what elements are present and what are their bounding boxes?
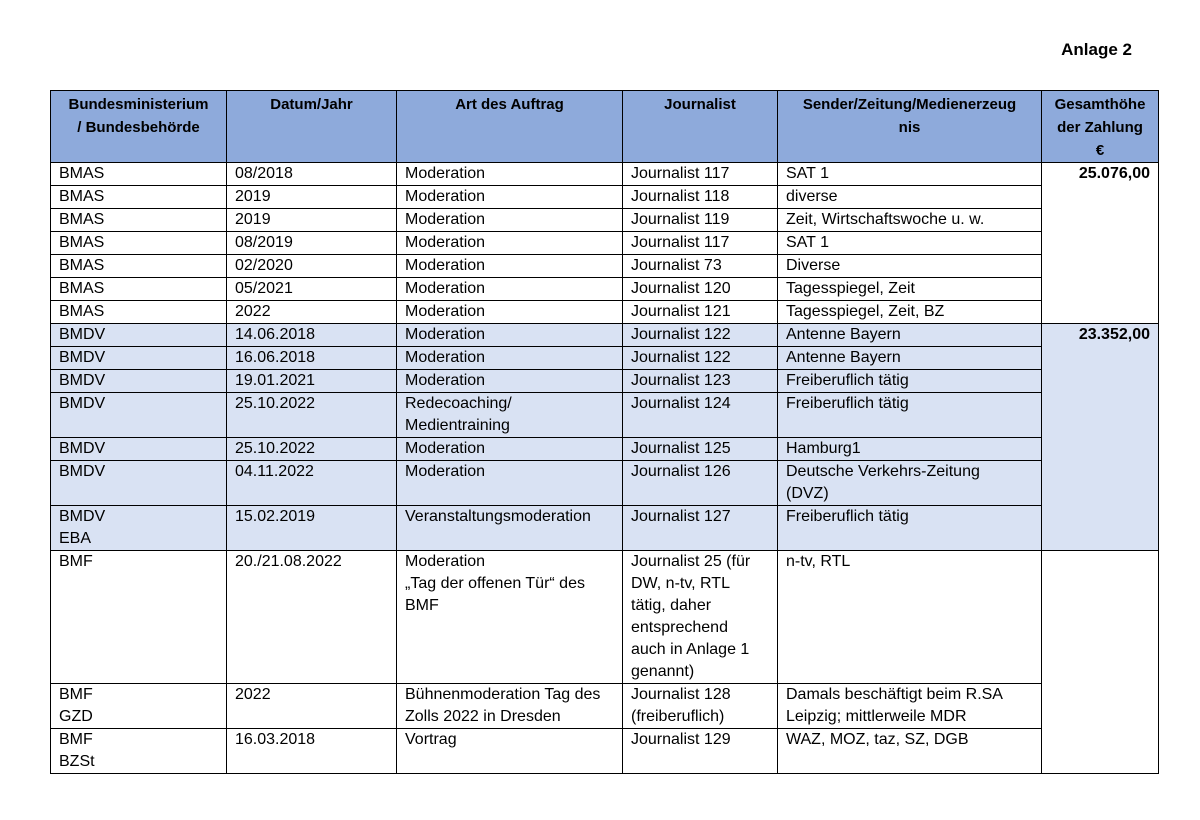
cell-date: 25.10.2022 [227,438,397,461]
cell-journalist-line: Journalist 25 (für [631,553,751,570]
cell-ministry [51,163,227,186]
cell-outlet [778,438,1042,461]
payments-table [50,90,1159,774]
cell-journalist-line: Journalist 117 [631,234,730,251]
cell-outlet-line: Damals beschäftigt beim R.SA [786,686,1003,703]
cell-type [397,506,623,551]
cell-ministry-line: BMDV [59,395,106,412]
cell-journalist-line: (freiberuflich) [631,708,725,725]
cell-ministry-line: BMDV [59,326,106,343]
cell-outlet-line: Antenne Bayern [786,326,901,343]
cell-ministry-line: BMAS [59,234,105,251]
cell-journalist-line: Journalist 117 [631,165,730,182]
cell-journalist-line: Journalist 125 [631,440,731,457]
cell-outlet [778,551,1042,684]
cell-ministry-line: BMAS [59,257,105,274]
cell-ministry-line: BZSt [59,753,95,770]
table-row [51,461,1159,506]
cell-type [397,551,623,684]
cell-type-line: Moderation [405,349,486,366]
cell-ministry [51,255,227,278]
group-total: 23.352,00 [1042,324,1159,551]
cell-journalist [623,684,778,729]
table-row [51,163,1159,186]
cell-journalist [623,506,778,551]
cell-type-line: Moderation [405,234,486,251]
cell-type-line: „Tag der offenen Tür“ des [405,575,585,592]
cell-outlet-line: n-tv, RTL [786,553,851,570]
cell-outlet-line: Tagesspiegel, Zeit, BZ [786,303,945,320]
cell-journalist [623,255,778,278]
cell-outlet [778,209,1042,232]
cell-ministry [51,461,227,506]
cell-ministry-line: BMAS [59,211,105,228]
cell-type [397,370,623,393]
cell-outlet [778,347,1042,370]
cell-journalist-line: Journalist 124 [631,395,731,412]
header-outlet: Sender/Zeitung/Medienerzeug nis [778,91,1042,163]
cell-ministry-line: BMAS [59,165,105,182]
cell-outlet-line: Diverse [786,257,841,274]
cell-date: 25.10.2022 [227,393,397,438]
cell-type-line: Medientraining [405,417,510,434]
cell-ministry-line: BMDV [59,508,106,525]
cell-journalist [623,729,778,774]
group-total [1042,551,1159,774]
cell-journalist-line: entsprechend [631,619,728,636]
cell-ministry-line: GZD [59,708,93,725]
cell-outlet [778,163,1042,186]
table-row [51,370,1159,393]
cell-date: 16.06.2018 [227,347,397,370]
cell-ministry-line: BMAS [59,303,105,320]
cell-date: 2022 [227,684,397,729]
cell-journalist-line: genannt) [631,663,695,680]
table-row [51,255,1159,278]
cell-journalist [623,347,778,370]
cell-journalist [623,163,778,186]
cell-journalist [623,370,778,393]
table-row [51,506,1159,551]
header-type: Art des Auftrag [397,91,623,163]
cell-ministry-line: BMDV [59,349,106,366]
cell-type-line: Moderation [405,326,486,343]
cell-ministry-line: BMF [59,731,93,748]
cell-journalist-line: Journalist 123 [631,372,731,389]
cell-journalist-line: DW, n-tv, RTL [631,575,730,592]
cell-type [397,347,623,370]
cell-outlet-line: Freiberuflich tätig [786,508,909,525]
cell-outlet [778,393,1042,438]
cell-type-line: Moderation [405,440,486,457]
cell-ministry [51,278,227,301]
cell-journalist [623,232,778,255]
cell-journalist-line: tätig, daher [631,597,712,614]
cell-type [397,393,623,438]
cell-journalist [623,209,778,232]
cell-type-line: Moderation [405,372,486,389]
cell-outlet [778,506,1042,551]
cell-date: 02/2020 [227,255,397,278]
table-row [51,209,1159,232]
cell-date: 14.06.2018 [227,324,397,347]
cell-type [397,232,623,255]
cell-outlet [778,684,1042,729]
cell-outlet [778,278,1042,301]
table-row [51,551,1159,684]
cell-date: 08/2018 [227,163,397,186]
cell-ministry [51,186,227,209]
table-row [51,347,1159,370]
cell-type [397,301,623,324]
cell-ministry [51,347,227,370]
cell-type-line: Moderation [405,257,486,274]
table-row [51,278,1159,301]
cell-journalist [623,278,778,301]
cell-ministry-line: BMDV [59,372,106,389]
cell-type-line: Moderation [405,303,486,320]
cell-outlet [778,232,1042,255]
cell-date: 04.11.2022 [227,461,397,506]
cell-journalist-line: Journalist 120 [631,280,731,297]
table-row [51,186,1159,209]
cell-journalist [623,438,778,461]
cell-type-line: Moderation [405,553,486,570]
table-row [51,393,1159,438]
cell-outlet-line: Zeit, Wirtschaftswoche u. w. [786,211,985,228]
cell-type [397,209,623,232]
cell-outlet [778,186,1042,209]
table-row [51,301,1159,324]
cell-ministry [51,301,227,324]
cell-type-line: Moderation [405,211,486,228]
cell-type [397,278,623,301]
cell-outlet [778,255,1042,278]
cell-outlet-line: Freiberuflich tätig [786,395,909,412]
cell-type-line: BMF [405,597,439,614]
cell-journalist [623,301,778,324]
cell-date: 16.03.2018 [227,729,397,774]
cell-ministry [51,506,227,551]
cell-type [397,163,623,186]
table-row [51,729,1159,774]
cell-outlet [778,324,1042,347]
cell-outlet-line: Leipzig; mittlerweile MDR [786,708,967,725]
cell-type [397,255,623,278]
cell-ministry-line: BMF [59,686,93,703]
cell-outlet [778,729,1042,774]
header-date: Datum/Jahr [227,91,397,163]
cell-ministry [51,209,227,232]
cell-type-line: Redecoaching/ [405,395,512,412]
cell-type [397,729,623,774]
cell-type [397,684,623,729]
table-row [51,684,1159,729]
cell-date: 19.01.2021 [227,370,397,393]
table-body [51,163,1159,774]
cell-type-line: Zolls 2022 in Dresden [405,708,561,725]
cell-type-line: Moderation [405,280,486,297]
cell-outlet-line: (DVZ) [786,485,829,502]
cell-journalist [623,551,778,684]
cell-ministry [51,370,227,393]
cell-date: 2022 [227,301,397,324]
cell-outlet-line: Hamburg1 [786,440,861,457]
cell-type-line: Bühnenmoderation Tag des [405,686,601,703]
cell-journalist-line: Journalist 122 [631,349,731,366]
cell-journalist-line: Journalist 119 [631,211,730,228]
cell-outlet-line: diverse [786,188,838,205]
cell-journalist-line: Journalist 118 [631,188,730,205]
cell-type [397,461,623,506]
group-total: 25.076,00 [1042,163,1159,324]
cell-outlet-line: Tagesspiegel, Zeit [786,280,915,297]
cell-ministry-line: BMAS [59,188,105,205]
cell-date: 2019 [227,186,397,209]
cell-journalist [623,186,778,209]
header-ministry: Bundesministerium / Bundesbehörde [51,91,227,163]
cell-type-line: Moderation [405,165,486,182]
cell-journalist-line: Journalist 73 [631,257,722,274]
cell-type [397,186,623,209]
cell-date: 15.02.2019 [227,506,397,551]
cell-journalist-line: Journalist 129 [631,731,731,748]
cell-ministry [51,551,227,684]
cell-ministry [51,393,227,438]
cell-type-line: Vortrag [405,731,457,748]
table-row [51,324,1159,347]
header-total: Gesamthöhe der Zahlung € [1042,91,1159,163]
cell-date: 05/2021 [227,278,397,301]
cell-ministry [51,729,227,774]
cell-outlet-line: Freiberuflich tätig [786,372,909,389]
cell-outlet-line: SAT 1 [786,165,829,182]
cell-ministry [51,232,227,255]
cell-type-line: Veranstaltungsmoderation [405,508,591,525]
cell-type-line: Moderation [405,188,486,205]
annex-label: Anlage 2 [1061,40,1132,59]
cell-ministry [51,684,227,729]
header-row [51,91,1159,163]
cell-journalist [623,461,778,506]
cell-type-line: Moderation [405,463,486,480]
cell-ministry-line: BMDV [59,463,106,480]
table-row [51,438,1159,461]
cell-journalist-line: Journalist 121 [631,303,731,320]
cell-journalist-line: Journalist 122 [631,326,731,343]
cell-ministry-line: BMAS [59,280,105,297]
cell-ministry [51,438,227,461]
cell-type [397,324,623,347]
cell-journalist-line: Journalist 127 [631,508,731,525]
cell-outlet [778,370,1042,393]
cell-ministry-line: BMDV [59,440,106,457]
cell-outlet-line: Deutsche Verkehrs-Zeitung [786,463,980,480]
table-row [51,232,1159,255]
cell-ministry-line: EBA [59,530,92,547]
cell-outlet [778,461,1042,506]
cell-outlet-line: Antenne Bayern [786,349,901,366]
cell-type [397,438,623,461]
cell-date: 08/2019 [227,232,397,255]
cell-journalist-line: auch in Anlage 1 [631,641,750,658]
cell-ministry-line: BMF [59,553,93,570]
cell-outlet-line: SAT 1 [786,234,829,251]
cell-ministry [51,324,227,347]
header-journalist: Journalist [623,91,778,163]
cell-outlet [778,301,1042,324]
cell-date: 20./21.08.2022 [227,551,397,684]
cell-journalist [623,324,778,347]
cell-outlet-line: WAZ, MOZ, taz, SZ, DGB [786,731,969,748]
cell-date: 2019 [227,209,397,232]
cell-journalist-line: Journalist 128 [631,686,731,703]
cell-journalist-line: Journalist 126 [631,463,731,480]
cell-journalist [623,393,778,438]
